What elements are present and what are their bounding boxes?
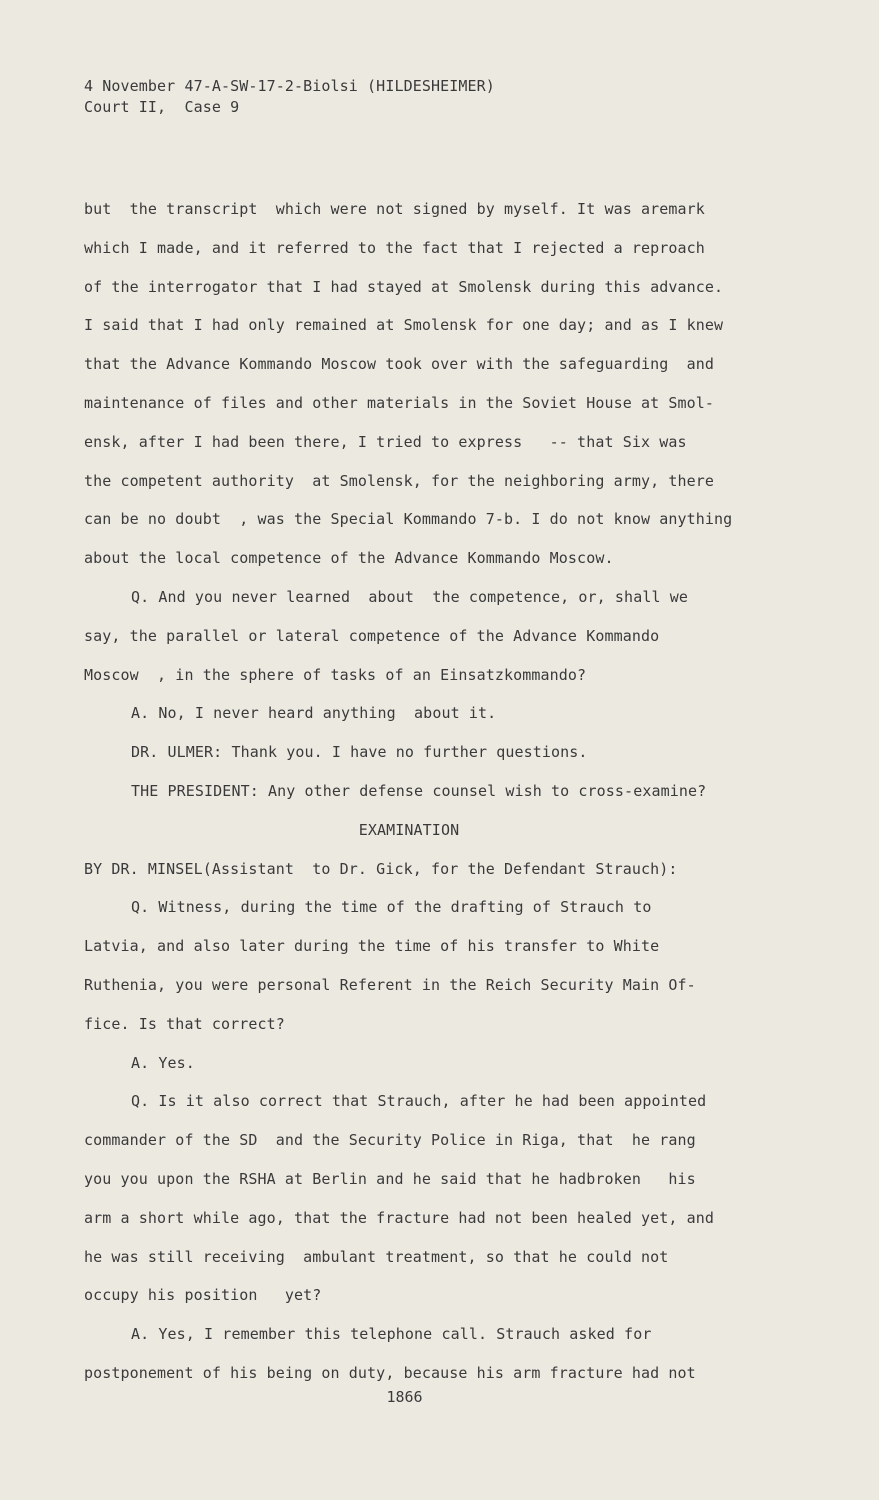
text-line: Latvia, and also later during the time of his transfer to White bbox=[84, 937, 660, 956]
examiner-line: BY DR. MINSEL(Assistant to Dr. Gick, for the Defendant Strauch): bbox=[84, 859, 678, 878]
section-heading: EXAMINATION bbox=[358, 820, 460, 839]
answer-line: A. No, I never heard anything about it. bbox=[131, 704, 497, 723]
answer-line: A. Yes. bbox=[131, 1053, 195, 1072]
text-line: arm a short while ago, that the fracture had not been healed yet, and bbox=[84, 1208, 715, 1227]
question-line: Q. And you never learned about the competence, or, shall we bbox=[131, 587, 688, 606]
text-line: but the transcript which were not signed by myself. It was aremark bbox=[84, 200, 705, 218]
text-line: can be no doubt , was the Special Kommando 7-b. I do not know anything bbox=[84, 510, 733, 529]
answer-line: A. Yes, I remember this telephone call. Strauch asked for bbox=[131, 1325, 652, 1344]
text-line: you you upon the RSHA at Berlin and he said that he hadbroken his bbox=[84, 1169, 696, 1188]
header-court-case: Court II, Case 9 bbox=[84, 98, 240, 116]
text-line: ensk, after I had been there, I tried to express -- that Six was bbox=[84, 432, 687, 451]
text-line: that the Advance Kommando Moscow took over with the safeguarding and bbox=[84, 355, 715, 374]
document-header bbox=[84, 76, 495, 118]
text-line: he was still receiving ambulant treatment, so that he could not bbox=[84, 1247, 669, 1266]
speaker-line: THE PRESIDENT: Any other defense counsel wish to cross-examine? bbox=[131, 781, 707, 800]
text-line: postponement of his being on duty, because his arm fracture had not bbox=[84, 1363, 696, 1382]
page-number: 1866 bbox=[386, 1388, 423, 1406]
text-line: of the interrogator that I had stayed at Smolensk during this advance. bbox=[84, 277, 724, 296]
text-line: maintenance of files and other materials in the Soviet House at Smol- bbox=[84, 393, 715, 412]
text-line: fice. Is that correct? bbox=[84, 1014, 285, 1033]
text-line: the competent authority at Smolensk, for the neighboring army, there bbox=[84, 471, 715, 490]
text-line: say, the parallel or lateral competence of the Advance Kommando bbox=[84, 626, 660, 645]
text-line: about the local competence of the Advance Kommando Moscow. bbox=[84, 549, 614, 568]
text-line: I said that I had only remained at Smolensk for one day; and as I knew bbox=[84, 316, 724, 335]
text-line: commander of the SD and the Security Police in Riga, that he rang bbox=[84, 1131, 696, 1150]
question-line: Q. Witness, during the time of the drafting of Strauch to bbox=[131, 898, 652, 917]
transcript-body bbox=[84, 190, 804, 1393]
text-line: which I made, and it referred to the fact that I rejected a reproach bbox=[84, 238, 705, 257]
text-line: Ruthenia, you were personal Referent in the Reich Security Main Of- bbox=[84, 975, 696, 994]
header-date-reference: 4 November 47-A-SW-17-2-Biolsi (HILDESHEIMER) bbox=[84, 77, 495, 95]
speaker-line: DR. ULMER: Thank you. I have no further questions. bbox=[131, 743, 588, 762]
text-line: occupy his position yet? bbox=[84, 1286, 322, 1305]
text-line: Moscow , in the sphere of tasks of an Einsatzkommando? bbox=[84, 665, 587, 684]
question-line: Q. Is it also correct that Strauch, after he had been appointed bbox=[131, 1092, 707, 1111]
